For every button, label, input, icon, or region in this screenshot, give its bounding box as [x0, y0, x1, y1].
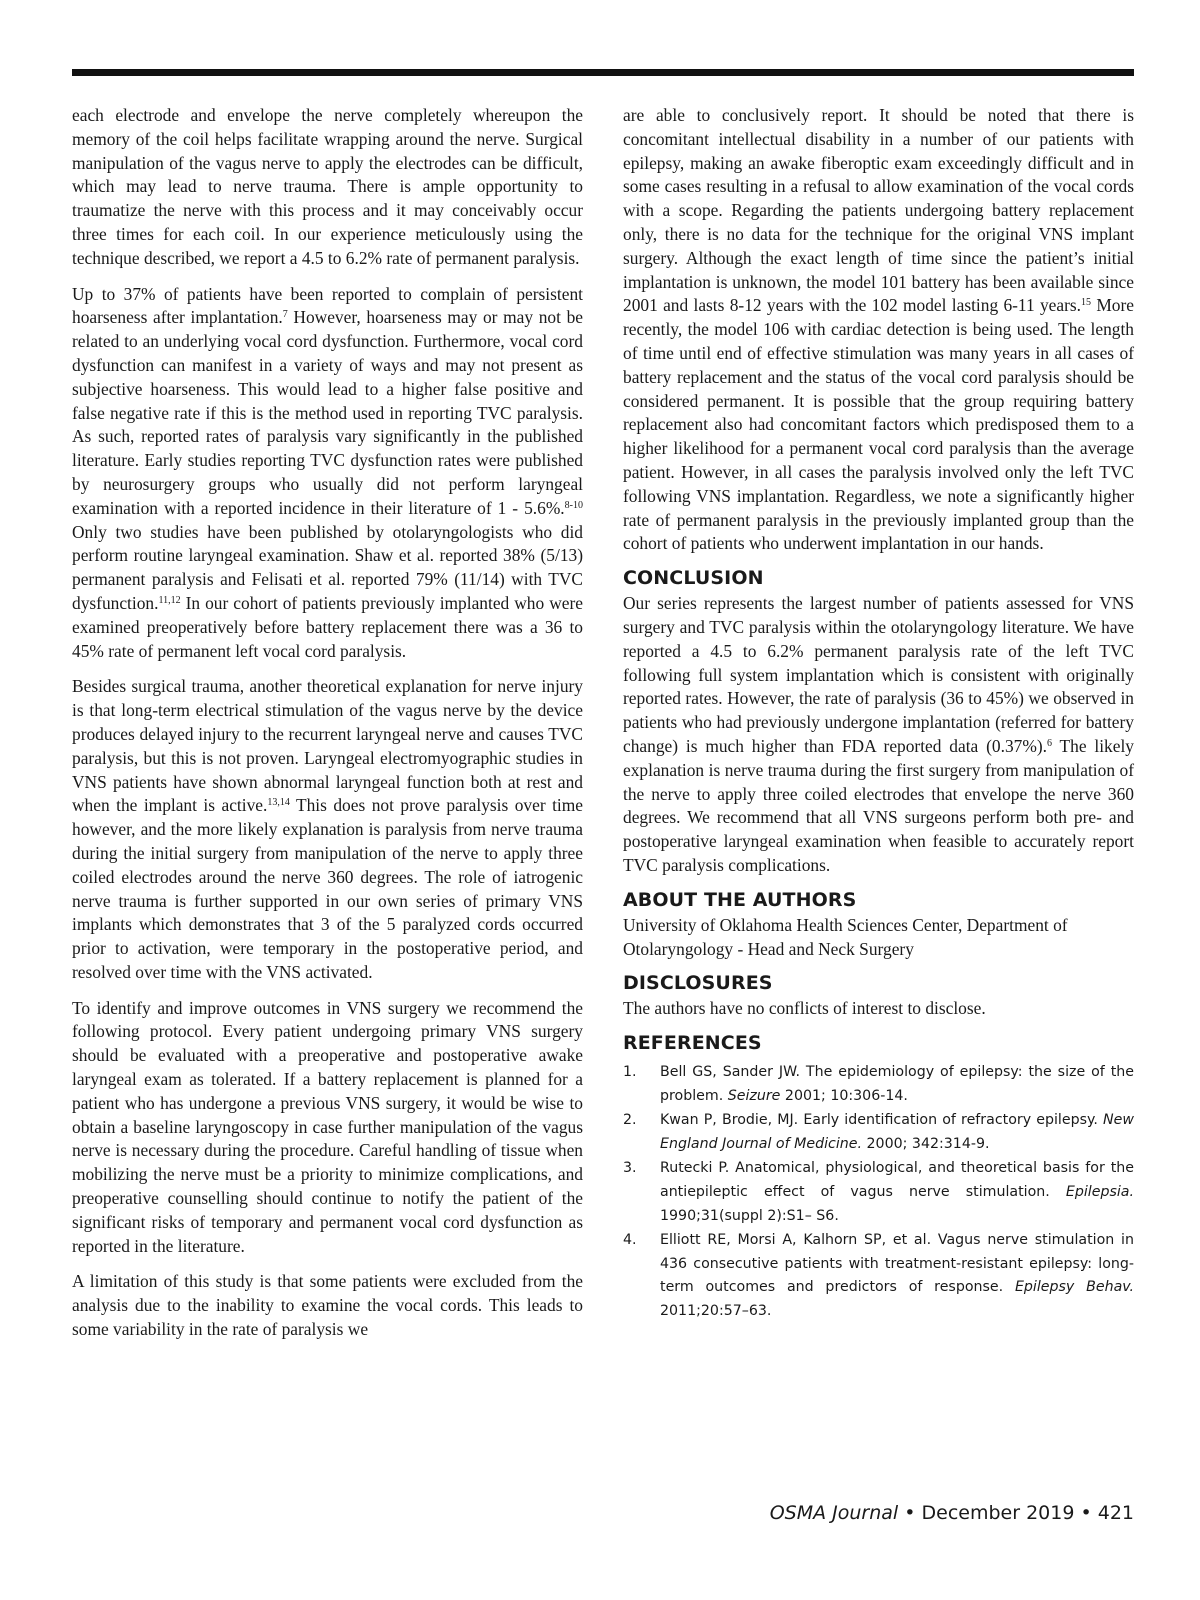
issue-date: December 2019	[921, 1502, 1075, 1524]
citation: 13,14	[267, 797, 290, 809]
section-heading: ABOUT THE AUTHORS	[623, 888, 857, 911]
section-heading: REFERENCES	[623, 1032, 762, 1055]
body-paragraph: To identify and improve outcomes in VNS surgery we recommend the following protocol. Every patient undergoing primary VNS surgery should be evaluated with a preoperative and postoperative awake laryngeal exam as tolerated. If a battery replacement is planned for a patient who has undergone a previous VNS surgery, it would be wise to obtain a baseline laryngoscopy in case further manipulation of the vagus nerve is necessary during the procedure. Careful handling of tissue when mobilizing the nerve must be a priority to minimize complications, and preoperative counselling should continue to notify the patient of the significant risks of temporary and permanent vocal cord dysfunction as reported in the literature.	[72, 997, 583, 1256]
body-paragraph: each electrode and envelope the nerve completely whereupon the memory of the coil helps facilitate wrapping around the nerve. Surgical manipulation of the vagus nerve to apply the electrodes can be difficult, which may lead to nerve trauma. There is ample opportunity to traumatize the nerve with this process and it may conceivably occur three times for each coil. In our experience meticulously using the technique described, we report a 4.5 to 6.2% rate of permanent paralysis.	[72, 105, 583, 268]
citation: 6	[1046, 737, 1052, 749]
journal-name: OSMA Journal	[769, 1502, 899, 1524]
body-paragraph: Up to 37% of patients have been reported to complain of persistent hoarseness after implantation.$^7$ However, hoarseness may or may not be related to an underlying vocal cord dysfunction. Furthermore, vocal cord dysfunction can manifest in a variety of ways and may not present as subjective hoarseness. This would lead to a higher false positive and false negative rate if this is the method used in reporting TVC paralysis. As such, reported rates of paralysis vary significantly in the published literature. Early studies reporting TVC dysfunction rates were published by neurosurgery groups who usually did not perform laryngeal examination with a reported incidence in their literature of 1 - 5.6%.$^{8-10}$ Only two studies have been published by otolaryngologists who did perform routine laryngeal examination. Shaw et al. reported 38% (5/13) permanent paralysis and Felisati et al. reported 79% (11/14) with TVC dysfunction.$^{11,12}$ In our cohort of patients previously implanted who were examined preoperatively before battery replacement there was a 36 to 45% rate of permanent left vocal cord paralysis.	[72, 283, 583, 661]
right-column	[623, 104, 1134, 1325]
left-column	[72, 104, 583, 1354]
reference-item: 1. Bell GS, Sander JW. The epidemiology of epilepsy: the size of the problem. Seizure 2001; 10:306-14.	[623, 1064, 1134, 1104]
page-number: 421	[1097, 1502, 1134, 1524]
references-section	[623, 1031, 1134, 1324]
conclusion-section	[623, 566, 1134, 878]
citation: 8-10	[564, 499, 583, 511]
section-heading: CONCLUSION	[623, 567, 764, 590]
about-authors-section	[623, 888, 1134, 962]
reference-item: 2. Kwan P, Brodie, MJ. Early identification of refractory epilepsy. New England Journal of Medicine. 2000; 342:314-9.	[623, 1112, 1134, 1152]
citation: 7	[282, 309, 288, 321]
body-paragraph: A limitation of this study is that some patients were excluded from the analysis due to the inability to examine the vocal cords. This leads to some variability in the rate of paralysis we	[72, 1271, 583, 1340]
reference-list	[623, 1061, 1134, 1324]
disclosures-section	[623, 971, 1134, 1021]
citation: 15	[1081, 297, 1092, 309]
body-paragraph: The authors have no conflicts of interest to disclose.	[623, 998, 986, 1019]
citation: 11,12	[158, 594, 181, 606]
body-paragraph: University of Oklahoma Health Sciences Center, Department of Otolaryngology - Head and Neck Surgery	[623, 914, 1068, 959]
page-footer: OSMA Journal • December 2019 • 421	[769, 1502, 1134, 1524]
body-paragraph: Our series represents the largest number of patients assessed for VNS surgery and TVC paralysis within the otolaryngology literature. We have reported a 4.5 to 6.2% permanent paralysis rate of the left TVC following full system implantation which is consistent with originally reported rates. However, the rate of paralysis (36 to 45%) we observed in patients who had previously undergone implantation (referred for battery change) is much higher than FDA reported data (0.37%).$^6$ The likely explanation is nerve trauma during the first surgery from manipulation of the nerve to apply three coiled electrodes that envelope the nerve 360 degrees. We recommend that all VNS surgeons perform both pre- and postoperative laryngeal examination when feasible to accurately report TVC paralysis complications.	[623, 593, 1134, 875]
reference-item: 4. Elliott RE, Morsi A, Kalhorn SP, et al. Vagus nerve stimulation in 436 consecutive patients with treatment-resistant epilepsy: long-term outcomes and predictors of response. Epilepsy Behav. 2011;20:57–63.	[623, 1232, 1135, 1320]
body-paragraph: are able to conclusively report. It should be noted that there is concomitant intellectual disability in a number of our patients with epilepsy, making an awake fiberoptic exam exceedingly difficult and in some cases resulting in a refusal to allow examination of the vocal cords with a scope. Regarding the patients undergoing battery replacement only, there is no data for the technique for the original VNS implant surgery. Although the exact length of time since the patient’s initial implantation is unknown, the model 101 battery has been available since 2001 and lasts 8-12 years with the 102 model lasting 6-11 years.$^{15}$ More recently, the model 106 with cardiac detection is being used. The length of time until end of effective stimulation was many years in all cases of battery replacement and the status of the vocal cord paralysis should be considered permanent. It is possible that the group requiring battery replacement also had concomitant factors which predisposed them to a higher likelihood for a permanent vocal cord paralysis than the average patient. However, in all cases the paralysis involved only the left TVC following VNS implantation. Regardless, we note a significantly higher rate of permanent paralysis in the previously implanted group than the cohort of patients who underwent implantation in our hands.	[623, 105, 1134, 554]
section-heading: DISCLOSURES	[623, 972, 773, 995]
reference-item: 3. Rutecki P. Anatomical, physiological, and theoretical basis for the antiepileptic effect of vagus nerve stimulation. Epilepsia. 1990;31(suppl 2):S1– S6.	[623, 1160, 1134, 1224]
body-paragraph: Besides surgical trauma, another theoretical explanation for nerve injury is that long-term electrical stimulation of the vagus nerve by the device produces delayed injury to the recurrent laryngeal nerve and causes TVC paralysis, but this is not proven. Laryngeal electromyographic studies in VNS patients have shown abnormal laryngeal function both at rest and when the implant is active.$^{13,14}$ This does not prove paralysis over time however, and the more likely explanation is paralysis from nerve trauma during the initial surgery from manipulation of the nerve to apply three coiled electrodes around the nerve 360 degrees. The role of iatrogenic nerve trauma is further supported in our own series of primary VNS implants which demonstrates that 3 of the 5 paralyzed cords occurred prior to activation, were temporary in the postoperative period, and resolved over time with the VNS activated.	[72, 676, 583, 982]
header-rule	[72, 69, 1134, 76]
